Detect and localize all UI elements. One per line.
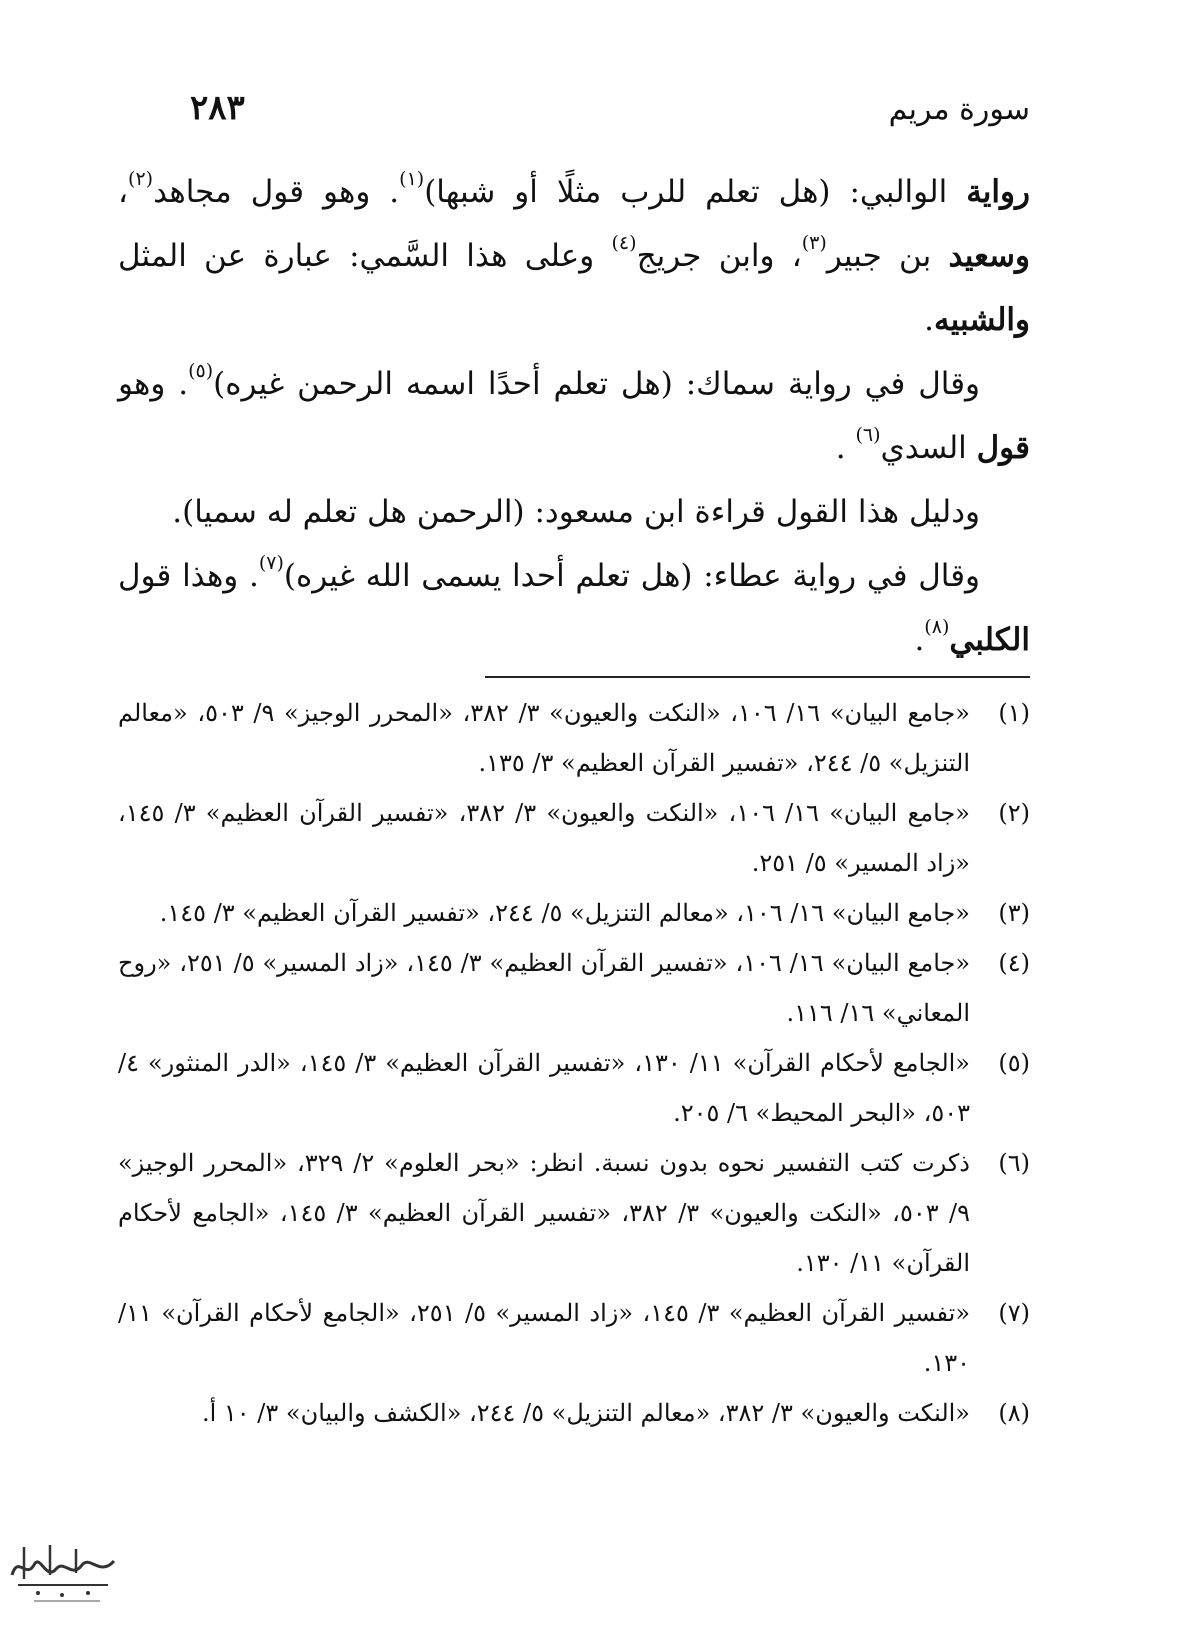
run-in-word: والشبيه [933,302,1030,338]
calligraphy-logo-icon [4,1535,122,1615]
text-run: الوالبي: (هل تعلم للرب مثلًا أو شبها) [424,174,967,210]
footnote-5 [118,1038,1030,1138]
footnote-number: (٥) [998,1049,1030,1077]
footnote-number: (٢) [998,799,1030,827]
text-run: . وهذا قول [118,558,259,594]
paragraph-3: ودليل هذا القول قراءة ابن مسعود: (الرحمن هل تعلم له سميا). [172,494,980,530]
footnote-number: (٦) [998,1149,1030,1177]
footnotes [118,688,1030,1438]
footnote-number: (٣) [998,899,1030,927]
text-run: السدي [880,430,977,466]
footnote-8 [118,1388,1030,1438]
footnote-number: (٤) [998,949,1030,977]
text-run: . وهو [118,366,189,402]
page-number: ٢٨٣ [190,88,245,128]
footnote-text: «النكت والعيون» ٣/ ٣٨٢، «معالم التنزيل» ٥/ ٢٤٤، «الكشف والبيان» ٣/ ١٠ أ. [201,1399,970,1427]
footnote-separator [485,676,1030,678]
run-in-word: وسعيد [948,238,1030,274]
text-run: وعلى هذا السَّمي: عبارة عن المثل [118,238,612,274]
footnote-text: «جامع البيان» ١٦/ ١٠٦، «معالم التنزيل» ٥/ ٢٤٤، «تفسير القرآن العظيم» ٣/ ١٤٥. [159,899,970,927]
text-run: بن جبير [826,238,949,274]
page-header [190,88,1030,128]
text-run: . [914,622,925,658]
footnote-6 [118,1138,1030,1288]
footnote-1 [118,688,1030,788]
footnote-ref-5[interactable]: (٥) [188,359,214,382]
main-text [118,160,1030,672]
footnote-ref-8[interactable]: (٨) [924,615,950,638]
text-run: ، [118,174,129,210]
run-in-word: قول [976,430,1030,466]
text-run: . وهو قول مجاهد [153,174,400,210]
footnote-number: (٧) [998,1299,1030,1327]
footnote-ref-3[interactable]: (٣) [801,231,827,254]
footnote-number: (٨) [998,1399,1030,1427]
footnote-ref-4[interactable]: (٤) [611,231,637,254]
text-run: ، وابن جريج [636,238,802,274]
footnote-text: «جامع البيان» ١٦/ ١٠٦، «تفسير القرآن العظيم» ٣/ ١٤٥، «زاد المسير» ٥/ ٢٥١، «روح المعاني» ١٦/ ١١٦. [118,949,971,1027]
footnote-2 [118,788,1030,888]
paragraph-4 [118,544,1030,672]
surah-title: سورة مريم [888,92,1030,127]
footnote-text: «تفسير القرآن العظيم» ٣/ ١٤٥، «زاد المسير» ٥/ ٢٥١، «الجامع لأحكام القرآن» ١١/ ١٣٠. [118,1299,971,1377]
footnote-text: «جامع البيان» ١٦/ ١٠٦، «النكت والعيون» ٣/ ٣٨٢، «تفسير القرآن العظيم» ٣/ ١٤٥، «زاد المسير» ٥/ ٢٥١. [118,799,970,877]
text-run: وقال في رواية عطاء: (هل تعلم أحدا يسمى الله غيره) [283,558,980,594]
footnote-text: «جامع البيان» ١٦/ ١٠٦، «النكت والعيون» ٣/ ٣٨٢، «المحرر الوجيز» ٩/ ٥٠٣، «معالم التنزيل» ٥/ ٢٤٤، «تفسير القرآن العظيم» ٣/ ١٣٥. [118,699,970,777]
footnote-ref-1[interactable]: (١) [399,167,425,190]
calligraphy-logo-icon [4,1535,122,1615]
run-in-word: الكلبي [949,622,1030,658]
text-run: . [924,302,934,338]
text-run: وقال في رواية سماك: (هل تعلم أحدًا اسمه الرحمن غيره) [213,366,980,402]
footnote-ref-2[interactable]: (٢) [128,167,154,190]
paragraph-2 [118,352,1030,480]
paragraph-1 [118,160,1030,352]
footnote-number: (١) [998,699,1030,727]
run-in-word: رواية [966,174,1030,210]
footnote-ref-7[interactable]: (٧) [258,551,284,574]
footnote-7 [118,1288,1030,1388]
footnote-text: «الجامع لأحكام القرآن» ١١/ ١٣٠، «تفسير القرآن العظيم» ٣/ ١٤٥، «الدر المنثور» ٤/ ٥٠٣، «البحر المحيط» ٦/ ٢٠٥. [118,1049,970,1127]
footnote-ref-6[interactable]: (٦) [855,423,881,446]
text-run: . [835,430,856,466]
footnote-4 [118,938,1030,1038]
footnote-3 [118,888,1030,938]
footnote-text: ذكرت كتب التفسير نحوه بدون نسبة. انظر: «بحر العلوم» ٢/ ٣٢٩، «المحرر الوجيز» ٩/ ٥٠٣، «النكت والعيون» ٣/ ٣٨٢، «تفسير القرآن العظيم» ٣/ ١٤٥، «الجامع لأحكام القرآن» ١١/ ١٣٠. [118,1149,970,1277]
